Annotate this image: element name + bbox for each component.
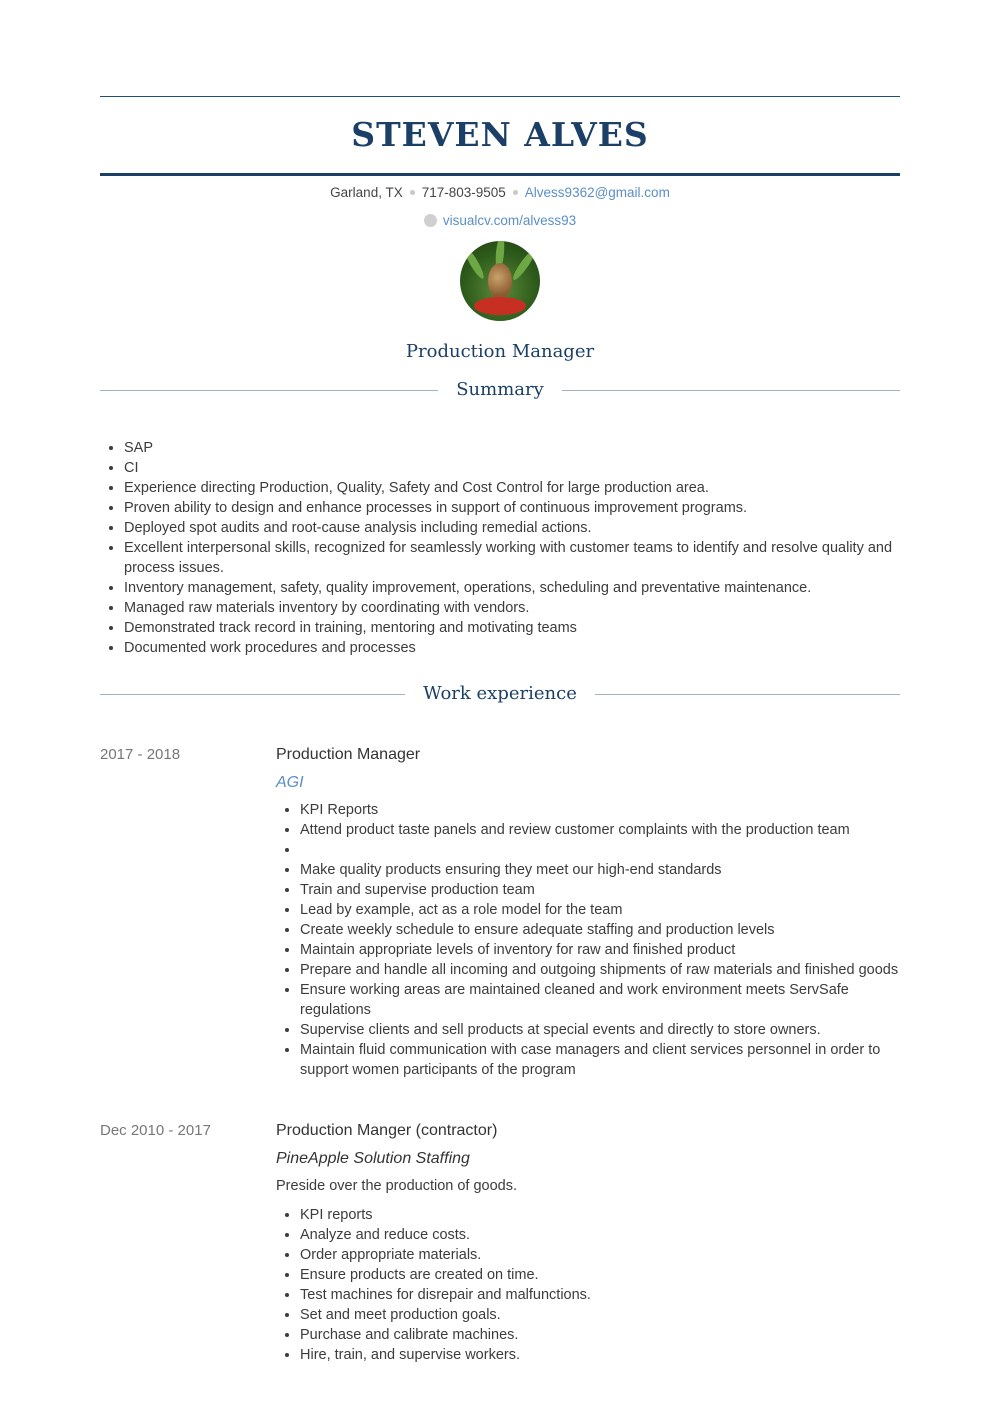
summary-section-header — [100, 375, 900, 405]
list-item: • Purchase and calibrate machines. — [300, 1325, 900, 1345]
list-item: • Excellent interpersonal skills, recognized for seamlessly working with customer teams to identify and resolve quality and process issues. — [124, 538, 900, 578]
separator-dot-icon — [513, 190, 518, 195]
photo-container — [100, 241, 900, 323]
job-role: Production Manger (contractor) — [276, 1122, 498, 1139]
website-row — [100, 211, 900, 231]
list-item: • Supervise clients and sell products at special events and directly to store owners. — [300, 1020, 900, 1040]
list-item: • Hire, train, and supervise workers. — [300, 1345, 900, 1365]
candidate-name: STEVEN ALVES — [351, 115, 649, 154]
headline-title: Production Manager — [405, 341, 595, 362]
job-duties-list — [276, 1205, 900, 1365]
phone-text: 717-803-9505 — [421, 185, 506, 200]
list-item: • Test machines for disrepair and malfunctions. — [300, 1285, 900, 1305]
list-item: • SAP — [124, 438, 900, 458]
location-text: Garland, TX — [330, 185, 403, 200]
job-company: AGI — [276, 774, 304, 791]
list-item: • CI — [124, 458, 900, 478]
summary-list — [100, 438, 900, 658]
list-item: • Inventory management, safety, quality improvement, operations, scheduling and preventative maintenance. — [124, 578, 900, 598]
job-role: Production Manager — [276, 746, 421, 763]
separator-dot-icon — [410, 190, 415, 195]
globe-icon — [424, 214, 437, 227]
list-item: • Maintain fluid communication with case managers and client services personnel in order to support women participants of the program — [300, 1040, 900, 1080]
divider-line — [100, 390, 438, 391]
email-link[interactable]: Alvess9362@gmail.com — [524, 185, 670, 200]
profile-photo — [460, 241, 540, 321]
experience-section-header — [100, 679, 900, 709]
job-body — [276, 745, 900, 1080]
pineapple-shape — [488, 263, 512, 299]
name-rule — [100, 173, 900, 176]
leaf-shape — [462, 245, 487, 280]
list-item: • Ensure working areas are maintained cleaned and work environment meets ServSafe regulations — [300, 980, 900, 1020]
summary-title: Summary — [456, 379, 544, 400]
list-item: • Proven ability to design and enhance processes in support of continuous improvement programs. — [124, 498, 900, 518]
resume-page — [100, 96, 900, 1365]
list-item: • Maintain appropriate levels of inventory for raw and finished product — [300, 940, 900, 960]
flower-shape — [474, 297, 526, 315]
list-item: • Train and supervise production team — [300, 880, 900, 900]
list-item: • Attend product taste panels and review customer complaints with the production team — [300, 820, 900, 840]
job-body — [276, 1121, 900, 1365]
divider-line — [562, 390, 900, 391]
job-entry — [100, 1121, 900, 1365]
website-link[interactable]: visualcv.com/alvess93 — [442, 213, 577, 228]
job-entry — [100, 745, 900, 1080]
list-item: • Order appropriate materials. — [300, 1245, 900, 1265]
list-item — [300, 840, 900, 860]
list-item: • Create weekly schedule to ensure adequate staffing and production levels — [300, 920, 900, 940]
list-item: • Make quality products ensuring they meet our high-end standards — [300, 860, 900, 880]
list-item: • Ensure products are created on time. — [300, 1265, 900, 1285]
list-item: • Documented work procedures and processes — [124, 638, 900, 658]
list-item: • Demonstrated track record in training, mentoring and motivating teams — [124, 618, 900, 638]
list-item: • Prepare and handle all incoming and outgoing shipments of raw materials and finished goods — [300, 960, 900, 980]
list-item: • Deployed spot audits and root-cause analysis including remedial actions. — [124, 518, 900, 538]
list-item: • Set and meet production goals. — [300, 1305, 900, 1325]
leaf-shape — [510, 248, 537, 282]
list-item: • KPI Reports — [300, 800, 900, 820]
list-item: • KPI reports — [300, 1205, 900, 1225]
job-duties-list — [276, 800, 900, 1080]
divider-line — [595, 694, 900, 695]
list-item: • Lead by example, act as a role model for the team — [300, 900, 900, 920]
contact-info — [100, 183, 900, 203]
divider-line — [100, 694, 405, 695]
list-item: • Analyze and reduce costs. — [300, 1225, 900, 1245]
job-company: PineApple Solution Staffing — [276, 1150, 470, 1167]
job-dates: Dec 2010 - 2017 — [100, 1122, 211, 1139]
list-item: • Managed raw materials inventory by coordinating with vendors. — [124, 598, 900, 618]
job-description: Preside over the production of goods. — [276, 1178, 518, 1194]
experience-title: Work experience — [423, 683, 577, 704]
list-item: • Experience directing Production, Quality, Safety and Cost Control for large production area. — [124, 478, 900, 498]
job-dates: 2017 - 2018 — [100, 746, 181, 763]
